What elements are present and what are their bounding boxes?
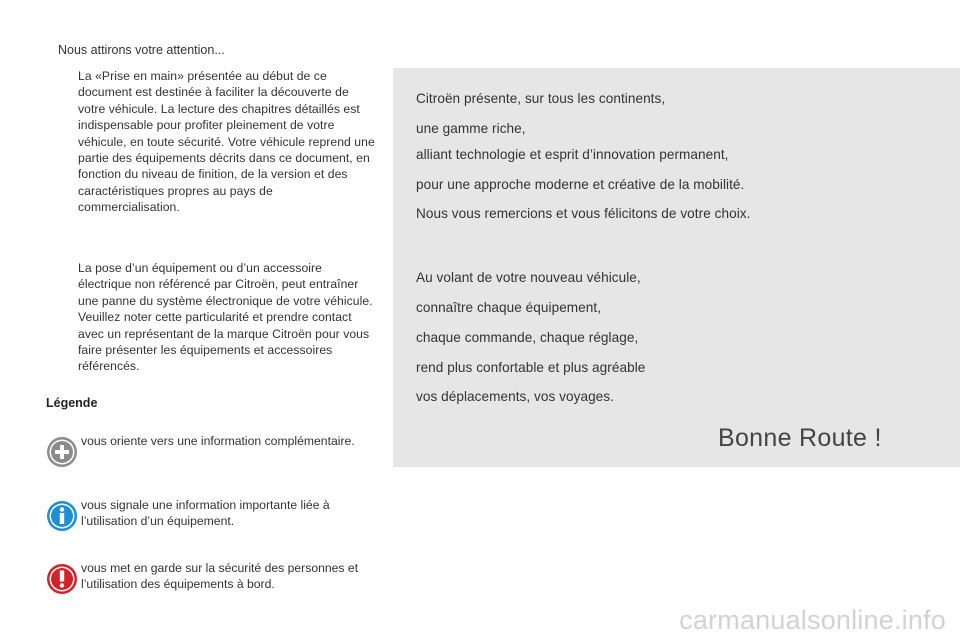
panel-line: connaître chaque équipement,: [416, 300, 602, 315]
legend-item-plus: [44, 433, 384, 473]
warning-icon: [44, 560, 80, 596]
info-icon: [44, 497, 80, 533]
panel-line: Nous vous remercions et vous félicitons de votre choix.: [416, 206, 751, 221]
panel-line: Au volant de votre nouveau véhicule,: [416, 270, 641, 285]
paragraph-accessoires: La pose d’un équipement ou d’un accessoire électrique non référencé par Citroën, peut entraîner une panne du système électronique de votre véhicule. Veuillez noter cette particularité et prendre contact avec un représentant de la marque Citroën pour vous faire présenter les équipements et accessoires référencés.: [78, 261, 373, 374]
panel-line: chaque commande, chaque réglage,: [416, 330, 639, 345]
bonne-route-heading: Bonne Route !: [718, 424, 882, 452]
panel-line: pour une approche moderne et créative de la mobilité.: [416, 177, 745, 192]
intro-text: Nous attirons votre attention...: [58, 43, 225, 57]
panel-line: Citroën présente, sur tous les continents,: [416, 91, 666, 106]
welcome-panel: [393, 68, 960, 467]
legend-text-plus: vous oriente vers une information complémentaire.: [81, 434, 355, 448]
panel-line: alliant technologie et esprit d’innovation permanent,: [416, 147, 729, 162]
plus-icon: [44, 433, 80, 469]
legend-text-info: vous signale une information importante liée à l’utilisation d’un équipement.: [81, 498, 330, 529]
panel-line: vos déplacements, vos voyages.: [416, 389, 614, 404]
panel-line: rend plus confortable et plus agréable: [416, 360, 646, 375]
legend-item-info: [44, 497, 384, 537]
legend-title: Légende: [46, 396, 98, 410]
legend-text-warning: vous met en garde sur la sécurité des personnes et l’utilisation des équipements à bord.: [81, 561, 359, 592]
paragraph-prise-en-main: La «Prise en main» présentée au début de ce document est destinée à faciliter la découverte de votre véhicule. La lecture des chapitres détaillés est indispensable pour profiter pleinement de votre véhicule, en toute sécurité. Votre véhicule reprend une partie des équipements décrits dans ce document, en fonction du niveau de finition, de la version et des caractéristiques propres au pays de commercialisation.: [78, 69, 375, 215]
legend-item-warning: [44, 560, 384, 600]
panel-line: une gamme riche,: [416, 121, 526, 136]
watermark: carmanualsonline.info: [679, 605, 946, 635]
